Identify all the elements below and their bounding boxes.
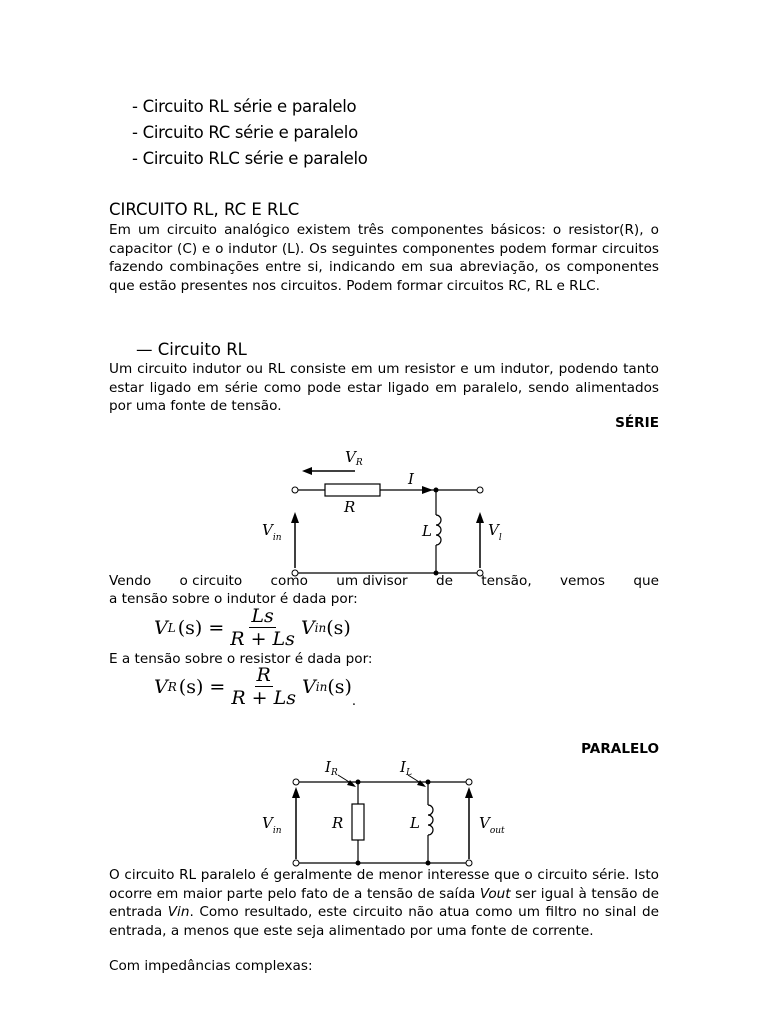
topic-list [132, 94, 368, 172]
resistor-label: R [332, 814, 344, 832]
intro-paragraph: Em um circuito analógico existem três componentes básicos: o resistor(R), o capacitor (C) e o indutor (L). Os seguintes componentes podem formar circuitos fazendo combinações entre si, indicando em sua abreviação, os componentes que estão presentes nos circuitos. Podem formar circuitos RC, RL e RLC. [109, 222, 659, 294]
resistor-symbol [352, 804, 364, 840]
paralelo-paragraph: O circuito RL paralelo é geralmente de menor interesse que o circuito série. Isto ocorre em maior parte pelo fato de a tensão de saída Vout ser igual à tensão de entrada Vin. Como resultado, este circuito não atua como um filtro no sinal de entrada, a menos que este seja alimentado por uma fonte de corrente. [109, 867, 659, 939]
il-label: $I_L$ [400, 758, 412, 778]
vl-label: $V_l$ [488, 521, 502, 543]
vl-arrow [476, 512, 484, 523]
divider-sentence-line2: a tensão sobre o indutor é dada por: [109, 591, 358, 607]
inductor-label: L [422, 522, 432, 540]
current-label: I [408, 470, 414, 488]
topic-item-rlc: - Circuito RLC série e paralelo [132, 149, 368, 168]
section-title: CIRCUITO RL, RC E RLC [109, 200, 300, 219]
inductor-symbol [436, 515, 441, 545]
resistor-symbol [325, 484, 380, 496]
vr-arrow [302, 467, 312, 475]
vout-term: Vout [479, 885, 511, 902]
paralelo-label: PARALELO [581, 741, 659, 757]
inductor-symbol [428, 805, 433, 835]
current-arrow [422, 486, 433, 494]
parallel-rl-circuit-diagram [250, 755, 520, 870]
vin-term: Vin [167, 904, 190, 920]
resistor-voltage-sentence: E a tensão sobre o resistor é dada por: [109, 651, 373, 667]
divider-word: de [435, 573, 453, 589]
serie-label: SÉRIE [615, 415, 659, 431]
impedance-sentence: Com impedâncias complexas: [109, 958, 313, 974]
vr-label: $V_R$ [345, 448, 363, 468]
divider-word: tensão, [481, 573, 532, 589]
inductor-label: L [410, 814, 420, 832]
divider-word: Vendo [109, 573, 152, 589]
ir-label: $I_R$ [325, 758, 338, 778]
vin-label: $V_{in}$ [262, 814, 282, 836]
vin-label: $V_{in}$ [262, 521, 282, 543]
divider-word: como [270, 573, 308, 589]
divider-word: o circuito [179, 573, 243, 589]
rl-paragraph: Um circuito indutor ou RL consiste em um resistor e um indutor, podendo tanto estar ligado em série como pode estar ligado em paralelo, sendo alimentados por uma fonte de tensão. [109, 361, 659, 414]
divider-word: que [633, 573, 659, 589]
vout-label: $V_{out}$ [479, 814, 505, 836]
topic-item-rl: - Circuito RL série e paralelo [132, 97, 357, 116]
resistor-label: R [344, 498, 356, 516]
topic-item-rc: - Circuito RC série e paralelo [132, 123, 358, 142]
rl-heading: — Circuito RL [136, 340, 247, 359]
equation-vl: V L (s) = $\frac{Ls}{R + Ls}$ V in (s) [154, 605, 351, 650]
vout-arrow [465, 787, 473, 798]
vin-arrow [292, 787, 300, 798]
divider-word: um divisor [336, 573, 408, 589]
divider-sentence-line1 [109, 573, 659, 589]
vin-arrow [291, 512, 299, 523]
series-rl-circuit-diagram [250, 440, 500, 580]
equation-vr: V R (s) = $\frac{R}{R + Ls}$ V in (s) . [154, 664, 357, 709]
divider-word: vemos [559, 573, 606, 589]
